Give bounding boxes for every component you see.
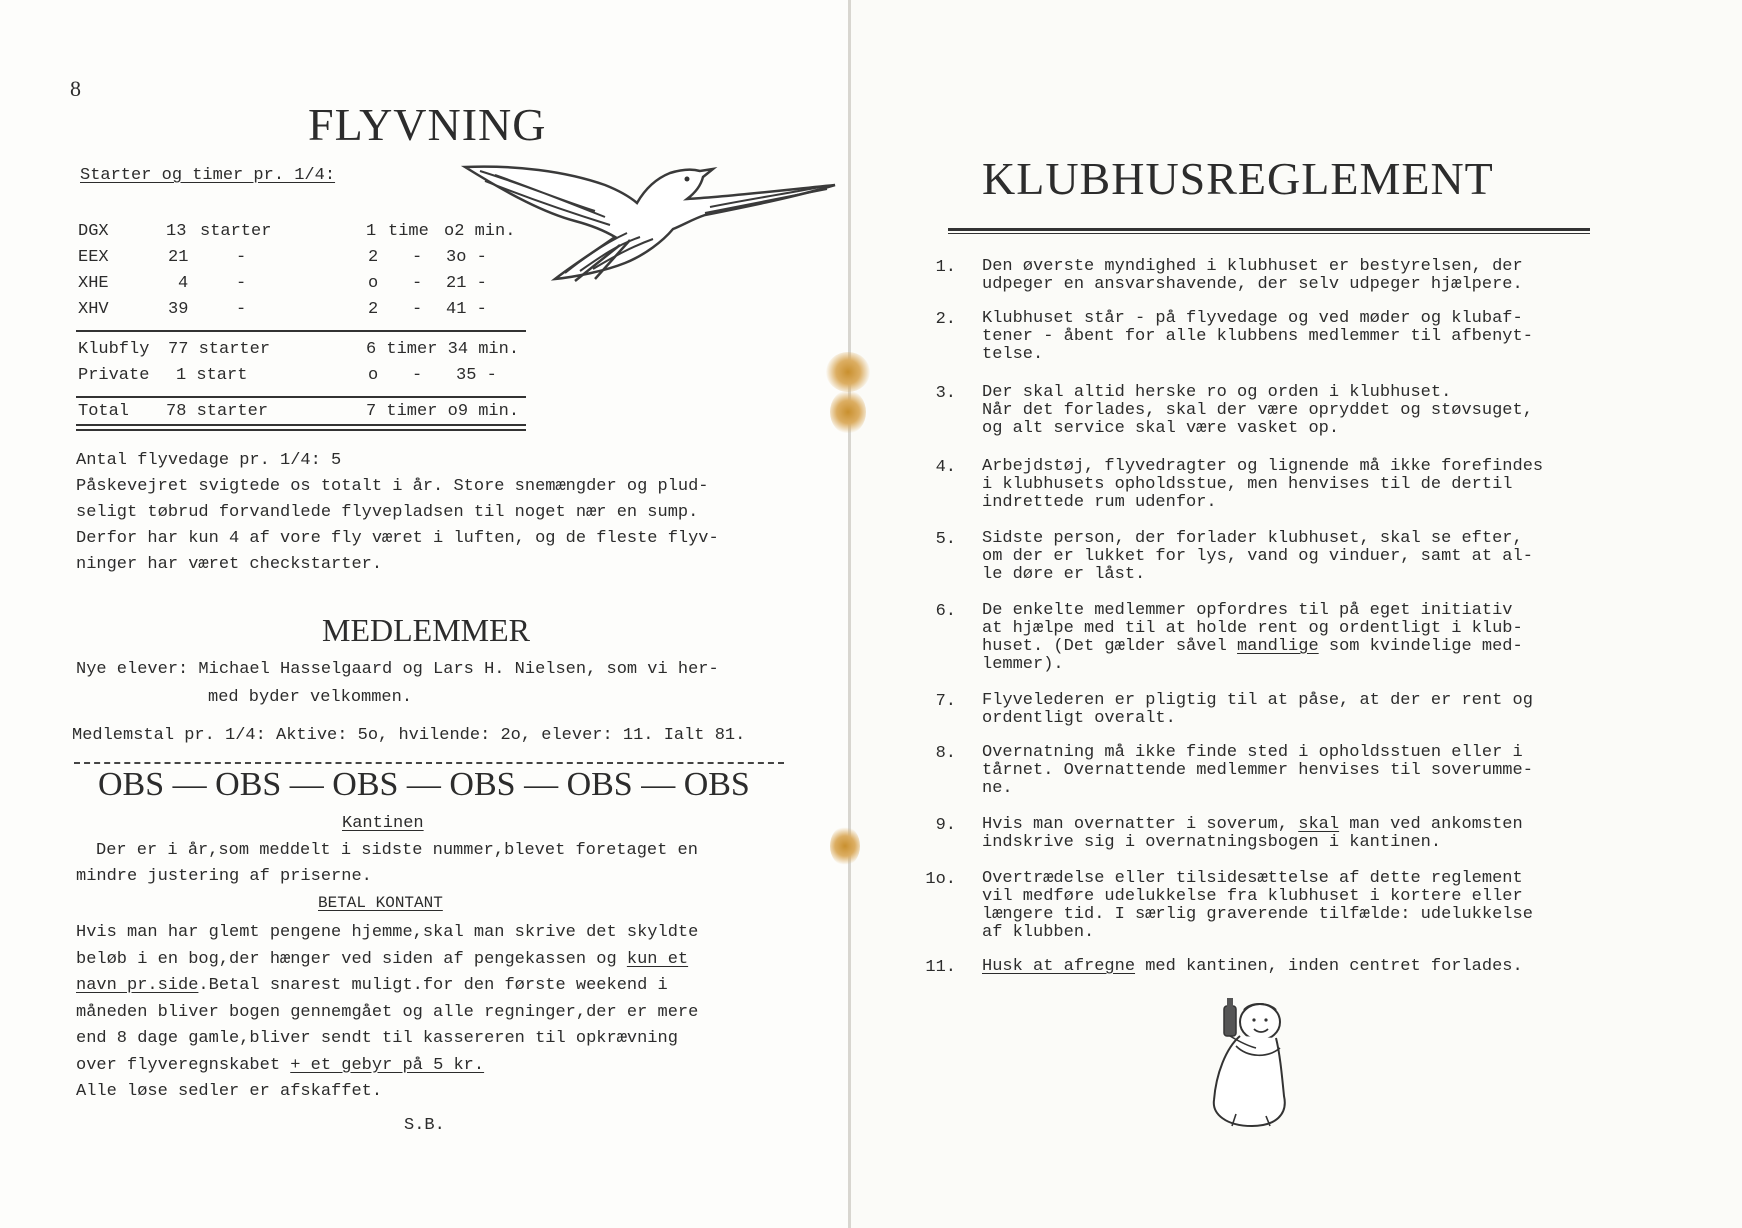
text-line: indrettede rum udenfor. — [982, 493, 1217, 512]
klubfly-time: 6 timer 34 min. — [366, 340, 520, 359]
table-double-rule — [76, 424, 526, 426]
text-line: at hjælpe med til at holde rent og ordentligt i klub- — [982, 619, 1523, 638]
text-line: tener - åbent for alle klubbens medlemmer til afbenyt- — [982, 327, 1533, 346]
text-line: Når det forlades, skal der være opryddet og støvsuget, — [982, 401, 1533, 420]
text-line: Alle løse sedler er afskaffet. — [76, 1082, 383, 1101]
glue-stain — [830, 826, 860, 866]
table-divider — [76, 330, 526, 332]
text-line: Overnatning må ikke finde sted i opholdsstuen eller i — [982, 743, 1523, 762]
text-line: Klubhuset står - på flyvedage og ved møder og klubaf- — [982, 309, 1523, 328]
table-row-private — [78, 366, 538, 392]
text-line: vil medføre udelukkelse fra klubhuset i kortere eller — [982, 887, 1523, 906]
underlined-text: + et gebyr på 5 kr. — [290, 1055, 485, 1075]
text-line: Hvis man har glemt pengene hjemme,skal man skrive det skyldte — [76, 923, 699, 942]
flight-stats-subtitle: Starter og timer pr. 1/4: — [80, 166, 336, 185]
aircraft-name: XHE — [78, 274, 109, 293]
klubfly-starts: 77 starter — [168, 340, 271, 359]
private-starts: 1 start — [176, 366, 248, 385]
underlined-text: kun et — [626, 949, 689, 969]
text-line: telse. — [982, 345, 1044, 364]
member-count: Medlemstal pr. 1/4: Aktive: 5o, hvilende: 2o, elever: 11. Ialt 81. — [72, 726, 746, 745]
title-underline — [948, 233, 1590, 234]
text-line: lemmer). — [982, 655, 1064, 674]
flying-days: Antal flyvedage pr. 1/4: 5 — [76, 451, 342, 470]
section-title-medlemmer: MEDLEMMER — [322, 612, 530, 648]
text-line: Den øverste myndighed i klubhuset er bestyrelsen, der — [982, 257, 1523, 276]
text-line — [982, 638, 1602, 656]
kantinen-paragraph — [76, 838, 816, 890]
text-line: tårnet. Overnattende medlemmer henvises til soverumme- — [982, 761, 1533, 780]
aircraft-name: DGX — [78, 222, 109, 241]
text-line: i klubhusets opholdsstue, men henvises til de dertil — [982, 475, 1513, 494]
aircraft-hours: 2 — [368, 300, 379, 319]
rule-number: 7. — [935, 692, 956, 711]
table-row — [78, 300, 538, 326]
text-line: Påskevejret svigtede os totalt i år. Store snemængder og plud- — [76, 477, 709, 496]
text-line: Sidste person, der forlader klubhuset, skal se efter, — [982, 529, 1523, 548]
signature: S.B. — [404, 1116, 445, 1135]
rule-number: 9. — [935, 816, 956, 835]
text-line: seligt tøbrud forvandlede flyvepladsen til noget nær en sump. — [76, 503, 699, 522]
dashed-separator — [74, 762, 784, 764]
text-line: Overtrædelse eller tilsidesættelse af dette reglement — [982, 869, 1523, 888]
rule-text — [982, 258, 1602, 294]
aircraft-starts-unit: - — [236, 248, 247, 267]
underlined-text: Husk at afregne — [982, 957, 1136, 976]
text-line: Flyvelederen er pligtig til at påse, at der er rent og — [982, 691, 1533, 710]
table-double-rule — [76, 429, 526, 431]
rule-text — [982, 744, 1602, 798]
rule-text — [982, 602, 1602, 674]
page-title-flyvning: FLYVNING — [308, 99, 547, 150]
text-line: ninger har været checkstarter. — [76, 555, 383, 574]
private-label: Private — [78, 366, 150, 385]
aircraft-starts: 13 — [166, 222, 187, 241]
total-time: 7 timer o9 min. — [366, 402, 520, 421]
text-line — [982, 958, 1602, 976]
betal-paragraph — [76, 920, 816, 1106]
text-line: Der er i år,som meddelt i sidste nummer,blevet foretaget en — [96, 841, 698, 860]
page-title-klubhusreglement: KLUBHUSREGLEMENT — [982, 153, 1494, 204]
rule-number: 1. — [935, 258, 956, 277]
text-line: ne. — [982, 779, 1013, 798]
aircraft-hours: o — [368, 274, 379, 293]
text-line: af klubben. — [982, 923, 1095, 942]
table-row-klubfly — [78, 340, 538, 366]
private-hours: o — [368, 366, 379, 385]
underlined-text: mandlige — [1237, 637, 1319, 656]
table-divider — [76, 396, 526, 398]
klubfly-label: Klubfly — [78, 340, 150, 359]
aircraft-hours: 1 — [366, 222, 377, 241]
text-line: om der er lukket for lys, vand og vinduer, samt at al- — [982, 547, 1533, 566]
rule-number: 11. — [925, 958, 956, 977]
aircraft-starts-unit: - — [236, 274, 247, 293]
text-fragment: huset. (Det gælder såvel — [982, 637, 1238, 656]
text-fragment: beløb i en bog,der hænger ved siden af pengekassen og — [76, 949, 627, 969]
rule-text — [982, 870, 1602, 942]
table-row — [78, 248, 538, 274]
title-underline — [948, 228, 1590, 231]
text-line: udpeger en ansvarshavende, der selv udpeger hjælpere. — [982, 275, 1523, 294]
rule-number: 2. — [935, 310, 956, 329]
aircraft-starts: 39 — [168, 300, 189, 319]
aircraft-name: EEX — [78, 248, 109, 267]
spine-fold — [848, 0, 851, 1228]
private-minutes: 35 - — [456, 366, 497, 385]
rule-number: 1o. — [925, 870, 956, 889]
glue-stain — [826, 352, 870, 392]
total-starts: 78 starter — [166, 402, 269, 421]
rule-text — [982, 530, 1602, 584]
rule-number: 8. — [935, 744, 956, 763]
rule-text — [982, 384, 1602, 438]
rule-text — [982, 310, 1602, 364]
text-line: måneden bliver bogen gennemgået og alle regninger,der er mere — [76, 1002, 699, 1022]
members-paragraph — [76, 656, 816, 712]
text-line: indskrive sig i overnatningsbogen i kantinen. — [982, 833, 1442, 852]
glue-stain — [830, 390, 866, 434]
betal-kontant-heading: BETAL KONTANT — [318, 894, 443, 912]
text-line: Arbejdstøj, flyvedragter og lignende må ikke forefindes — [982, 457, 1544, 476]
rule-number: 5. — [935, 530, 956, 549]
text-line: og alt service skal være vasket op. — [982, 419, 1340, 438]
total-label: Total — [78, 402, 130, 421]
rule-text — [982, 692, 1602, 728]
table-row — [78, 222, 538, 248]
monk-with-bottle-illustration — [1196, 996, 1300, 1130]
text-line — [76, 973, 816, 1000]
text-fragment: .Betal snarest muligt.for den første weekend i — [198, 976, 668, 995]
obs-banner: OBS — OBS — OBS — OBS — OBS — OBS — [98, 766, 750, 803]
aircraft-hours-sep: - — [412, 300, 423, 319]
rule-text — [982, 958, 1602, 976]
text-line: end 8 dage gamle,bliver sendt til kassereren til opkrævning — [76, 1029, 678, 1048]
aircraft-hours-sep: - — [412, 274, 423, 293]
text-line: le døre er låst. — [982, 565, 1146, 584]
text-line: mindre justering af priserne. — [76, 867, 372, 886]
text-line: Der skal altid herske ro og orden i klubhuset. — [982, 383, 1452, 402]
rule-number: 6. — [935, 602, 956, 621]
text-fragment: Hvis man overnatter i soverum, — [982, 815, 1299, 834]
rule-text — [982, 816, 1602, 852]
private-sep: - — [412, 366, 423, 385]
underlined-text: skal — [1298, 815, 1340, 834]
text-line — [76, 947, 816, 974]
text-line: De enkelte medlemmer opfordres til på eget initiativ — [982, 601, 1513, 620]
aircraft-name: XHV — [78, 300, 109, 319]
text-fragment: man ved ankomsten — [1339, 815, 1523, 834]
aircraft-hours: 2 — [368, 248, 379, 267]
aircraft-starts-unit: - — [236, 300, 247, 319]
rule-number: 4. — [935, 458, 956, 477]
flying-days-paragraph — [76, 448, 816, 578]
page-number: 8 — [70, 76, 81, 101]
aircraft-minutes: 3o - — [446, 248, 487, 267]
text-line — [982, 816, 1602, 834]
text-line: Derfor har kun 4 af vore fly været i luften, og de fleste flyv- — [76, 529, 719, 548]
aircraft-hours-sep: - — [412, 248, 423, 267]
aircraft-hours-sep: time — [388, 222, 429, 241]
aircraft-minutes: o2 min. — [444, 222, 516, 241]
text-fragment: over flyveregnskabet — [76, 1055, 291, 1075]
aircraft-minutes: 41 - — [446, 300, 487, 319]
text-fragment: som kvindelige med- — [1318, 637, 1523, 656]
text-line: Nye elever: Michael Hasselgaard og Lars H. Nielsen, som vi her- — [76, 660, 719, 679]
text-line: ordentligt overalt. — [982, 709, 1176, 728]
underlined-text: navn pr.side — [76, 976, 199, 995]
aircraft-starts: 21 — [168, 248, 189, 267]
aircraft-minutes: 21 - — [446, 274, 487, 293]
text-line — [76, 1053, 816, 1080]
text-line: med byder velkommen. — [208, 688, 413, 707]
aircraft-starts: 4 — [178, 274, 189, 293]
kantinen-heading: Kantinen — [342, 814, 424, 833]
rule-text — [982, 458, 1602, 512]
aircraft-starts-unit: starter — [200, 222, 272, 241]
text-line: længere tid. I særlig graverende tilfælde: udelukkelse — [982, 905, 1533, 924]
rule-number: 3. — [935, 384, 956, 403]
text-fragment: med kantinen, inden centret forlades. — [1135, 957, 1523, 976]
table-row — [78, 274, 538, 300]
